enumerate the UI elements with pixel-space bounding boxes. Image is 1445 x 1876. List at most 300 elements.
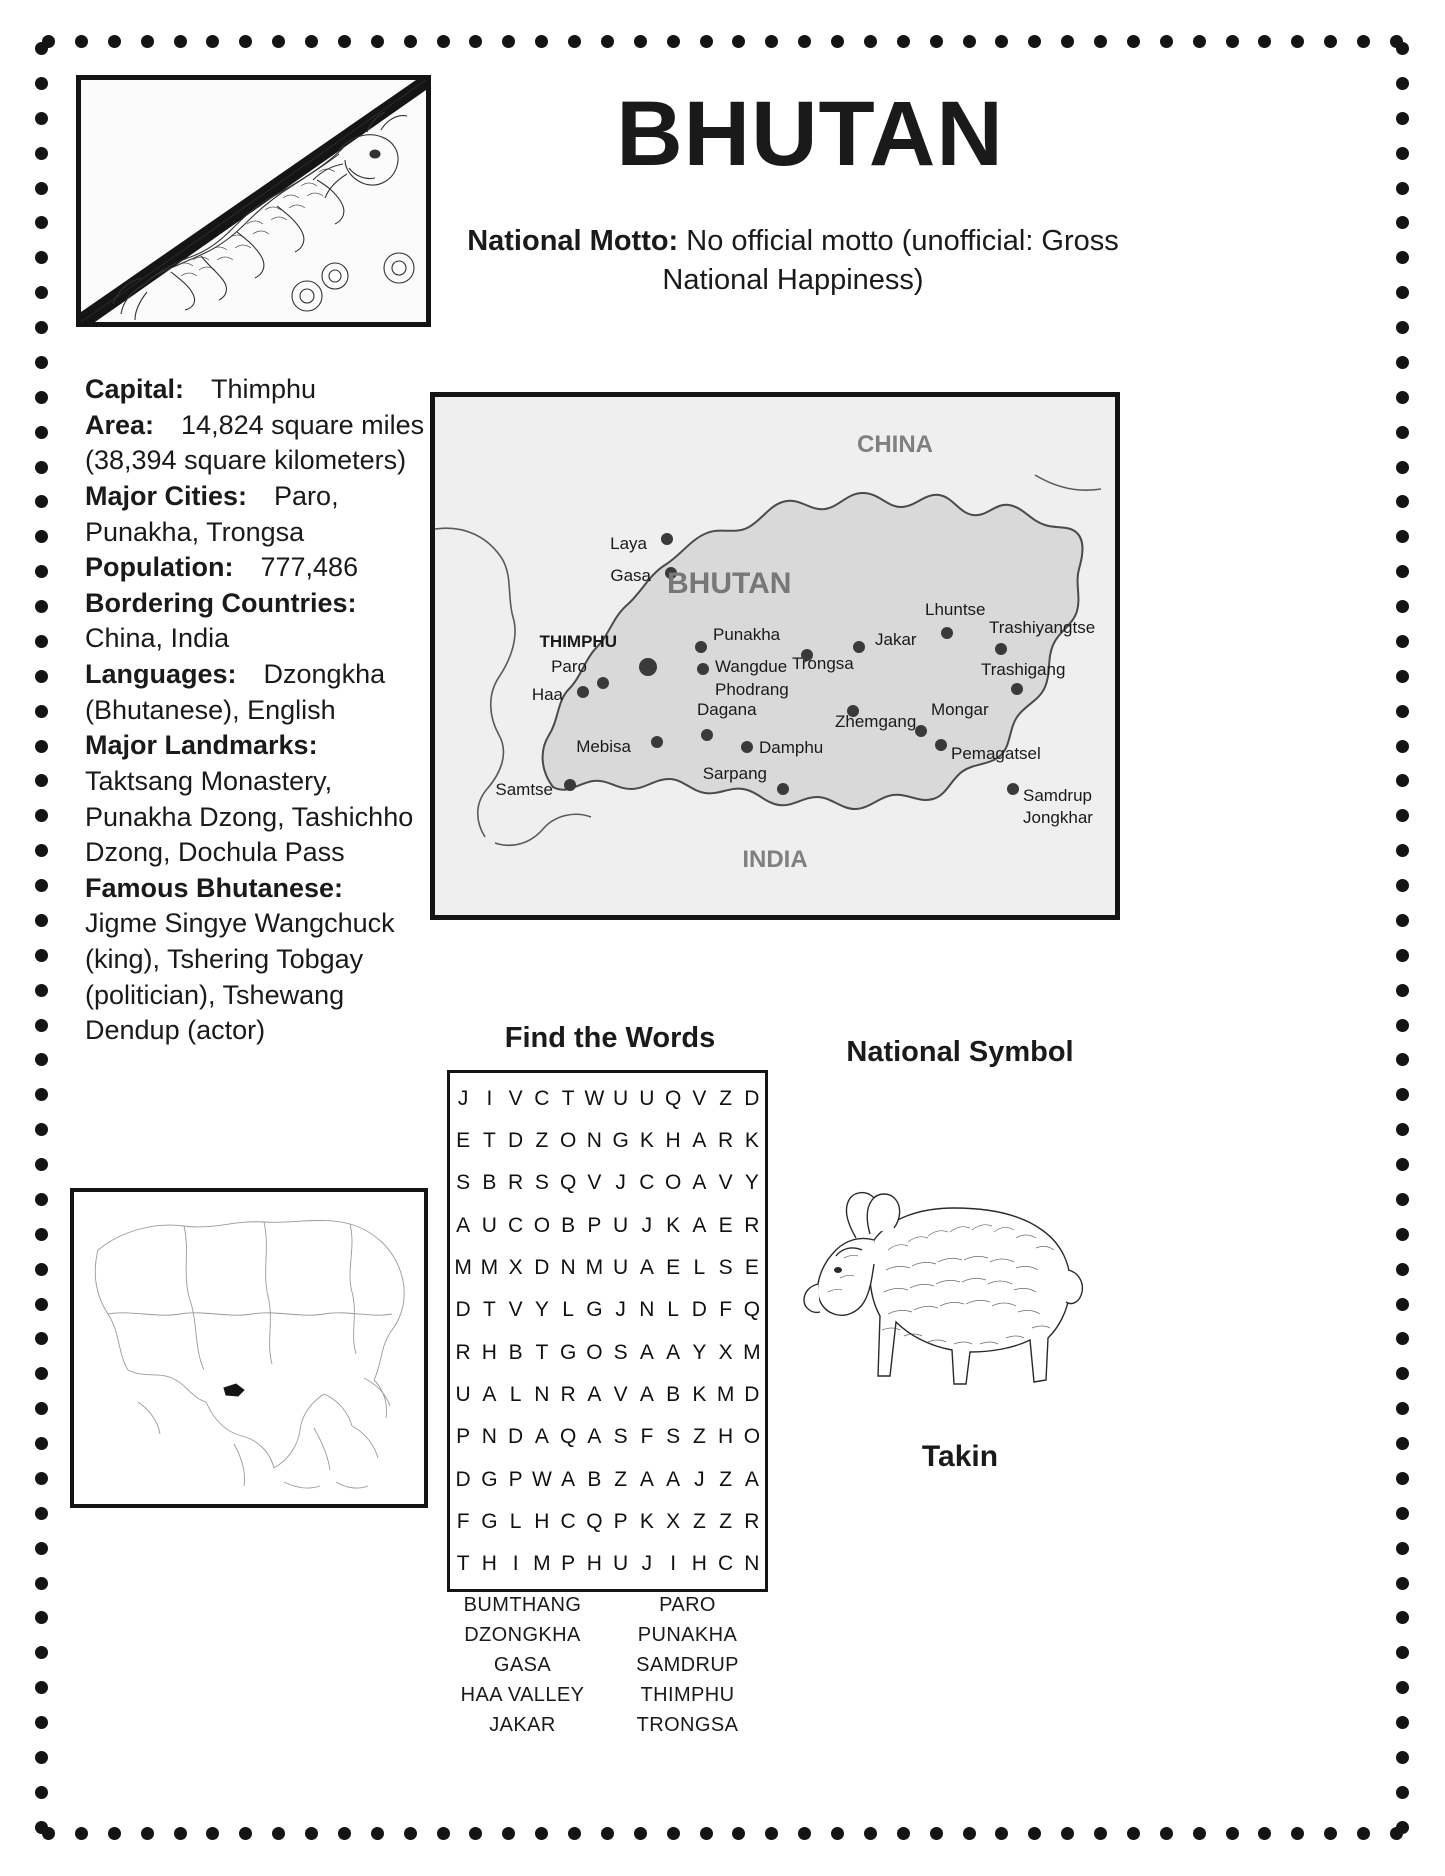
border-dot [831, 1827, 844, 1840]
border-dot [864, 1827, 877, 1840]
fact-row [85, 586, 430, 657]
border-dot [35, 949, 48, 962]
map-city-label: Trashigang [981, 660, 1066, 679]
border-dot [1094, 35, 1107, 48]
word-search-cell[interactable]: C [718, 1552, 734, 1576]
word-search-cell[interactable]: L [509, 1509, 522, 1533]
map-city-dot [741, 741, 753, 753]
word-search-cell[interactable]: G [481, 1467, 498, 1491]
word-search-cell[interactable]: S [613, 1425, 628, 1449]
border-dot [35, 321, 48, 334]
map-city-label: Trongsa [792, 654, 854, 673]
fact-value: Jigme Singye Wangchuck (king), Tshering Tobgay (politician), Tshewang Dendup (actor) [85, 872, 395, 1046]
border-dot [75, 35, 88, 48]
word-search-word: THIMPHU [640, 1684, 735, 1706]
word-search-cell[interactable]: M [743, 1340, 761, 1364]
border-dot [1396, 216, 1409, 229]
word-search-cell[interactable]: B [666, 1382, 681, 1406]
fact-value: Taktsang Monastery, Punakha Dzong, Tashichho Dzong, Dochula Pass [85, 730, 414, 868]
word-search-cell[interactable]: R [718, 1128, 734, 1152]
word-search-cell[interactable]: U [639, 1086, 655, 1110]
word-search-cell[interactable]: B [561, 1213, 576, 1237]
border-dot [35, 286, 48, 299]
word-search-cell[interactable]: T [482, 1298, 496, 1322]
word-search-cell[interactable]: A [692, 1171, 707, 1195]
word-search-cell[interactable]: H [718, 1425, 734, 1449]
border-dot [35, 879, 48, 892]
word-search-cell[interactable]: D [744, 1086, 760, 1110]
country-facts-list [85, 372, 430, 1049]
word-search-cell[interactable]: E [666, 1255, 681, 1279]
border-dot [700, 35, 713, 48]
word-search-cell[interactable]: D [455, 1298, 471, 1322]
word-search-cell[interactable]: J [694, 1467, 705, 1491]
border-dot [35, 1577, 48, 1590]
word-search-cell[interactable]: C [639, 1171, 655, 1195]
border-dot [35, 1228, 48, 1241]
word-search-cell[interactable]: Y [692, 1340, 707, 1364]
border-dot [1396, 740, 1409, 753]
word-search-cell[interactable]: H [534, 1509, 550, 1533]
word-search-cell[interactable]: M [454, 1255, 472, 1279]
border-dot [35, 1019, 48, 1032]
word-search-cell[interactable]: P [613, 1509, 628, 1533]
word-search-cell[interactable]: M [716, 1382, 735, 1406]
word-search-cell[interactable]: M [480, 1255, 499, 1279]
word-search-cell[interactable]: H [481, 1552, 497, 1576]
word-search-cell[interactable]: H [691, 1552, 707, 1576]
map-city-label: Phodrang [715, 680, 789, 699]
border-dot [108, 1827, 121, 1840]
border-dot [864, 35, 877, 48]
word-search-cell[interactable]: X [508, 1255, 523, 1279]
border-dot [1357, 35, 1370, 48]
word-search-cell[interactable]: V [692, 1086, 707, 1110]
word-search-cell[interactable]: E [744, 1255, 759, 1279]
word-search-cell[interactable]: A [666, 1467, 681, 1491]
border-dot [35, 635, 48, 648]
word-search-cell[interactable]: R [508, 1171, 524, 1195]
border-dot [437, 35, 450, 48]
border-dot [35, 774, 48, 787]
fact-label: Area: [85, 409, 155, 440]
border-dot [108, 35, 121, 48]
border-dot [35, 426, 48, 439]
border-dot [535, 1827, 548, 1840]
border-dot [1160, 1827, 1173, 1840]
word-search-cell[interactable]: Q [559, 1425, 577, 1449]
word-search-cell[interactable]: B [587, 1467, 602, 1491]
border-dot [206, 1827, 219, 1840]
word-search-cell[interactable]: Z [719, 1509, 733, 1533]
fact-value: Dzongkha (Bhutanese), English [85, 659, 386, 725]
fact-value: 777,486 [233, 552, 359, 583]
word-search-cell[interactable]: X [718, 1340, 733, 1364]
border-dot [1396, 1298, 1409, 1311]
word-search-cell[interactable]: O [743, 1425, 761, 1449]
word-search-cell[interactable]: H [586, 1552, 602, 1576]
border-dot [502, 35, 515, 48]
word-search-cell[interactable]: A [587, 1425, 602, 1449]
border-dot [930, 1827, 943, 1840]
fact-label: Major Landmarks: [85, 730, 318, 761]
national-symbol-title: National Symbol [846, 1036, 1074, 1068]
word-search-cell[interactable]: J [641, 1552, 653, 1576]
border-dot [502, 1827, 515, 1840]
border-dot [1193, 35, 1206, 48]
word-search-cell[interactable]: A [639, 1340, 654, 1364]
map-city-dot [935, 739, 947, 751]
border-dot [1357, 1827, 1370, 1840]
word-search-cell[interactable]: S [613, 1340, 628, 1364]
word-search-cell[interactable]: K [692, 1382, 707, 1406]
word-search-cell[interactable]: E [718, 1213, 733, 1237]
word-search-cell[interactable]: C [560, 1509, 576, 1533]
border-dot [35, 1681, 48, 1694]
fact-label: Population: [85, 552, 234, 583]
word-search-cell[interactable]: H [481, 1340, 497, 1364]
word-search-cell[interactable]: R [455, 1340, 471, 1364]
map-city-label: Mongar [931, 700, 989, 719]
border-dot [995, 1827, 1008, 1840]
word-search-cell[interactable]: P [561, 1552, 576, 1576]
word-search-cell[interactable]: C [534, 1086, 550, 1110]
border-dot [1396, 844, 1409, 857]
border-dot [1094, 1827, 1107, 1840]
border-dot [535, 35, 548, 48]
word-search-cell[interactable]: P [508, 1467, 523, 1491]
motto-label: National Motto: [467, 225, 679, 257]
word-search-cell[interactable]: V [718, 1171, 733, 1195]
border-dot [1396, 356, 1409, 369]
word-search-cell[interactable]: W [584, 1086, 605, 1110]
border-dot [1396, 1158, 1409, 1171]
national-symbol-name: Takin [921, 1440, 999, 1473]
border-dot [667, 35, 680, 48]
word-search-cell[interactable]: T [561, 1086, 575, 1110]
border-dot [35, 914, 48, 927]
border-dot [404, 1827, 417, 1840]
map-neighbor-label: CHINA [857, 431, 933, 458]
word-search-word: DZONGKHA [464, 1624, 581, 1646]
map-city-label: Haa [531, 685, 563, 704]
word-search-cell[interactable]: A [456, 1213, 471, 1237]
border-dot [35, 42, 48, 55]
word-search-cell[interactable]: I [670, 1552, 677, 1576]
word-search-cell[interactable]: F [719, 1298, 733, 1322]
word-search-cell[interactable]: D [534, 1255, 550, 1279]
word-search-cell[interactable]: A [692, 1128, 707, 1152]
word-search-cell[interactable]: A [744, 1467, 759, 1491]
word-search-cell[interactable]: L [667, 1298, 679, 1322]
word-search-cell[interactable]: N [586, 1128, 602, 1152]
word-search-cell[interactable]: I [512, 1552, 519, 1576]
word-search-cell[interactable]: Q [586, 1509, 603, 1533]
border-dot [798, 35, 811, 48]
word-search-word: SAMDRUP [636, 1654, 739, 1676]
border-dot [141, 35, 154, 48]
border-dot [35, 844, 48, 857]
map-city-label: Damphu [759, 738, 824, 757]
word-search-cell[interactable]: K [639, 1128, 654, 1152]
word-search-cell[interactable]: H [665, 1128, 681, 1152]
word-search-cell[interactable]: K [744, 1128, 759, 1152]
word-search-cell[interactable]: A [639, 1382, 654, 1406]
border-dot [35, 112, 48, 125]
border-dot [995, 35, 1008, 48]
word-search-cell[interactable]: C [508, 1213, 524, 1237]
border-dot [1291, 35, 1304, 48]
border-dot [35, 1437, 48, 1450]
word-search-cell[interactable]: D [744, 1382, 760, 1406]
border-dot [1226, 35, 1239, 48]
word-search-cell[interactable]: V [613, 1382, 628, 1406]
word-search-cell[interactable]: U [613, 1213, 629, 1237]
word-search-cell[interactable]: N [560, 1255, 576, 1279]
word-search-cell[interactable]: K [666, 1213, 681, 1237]
map-neighbor-label: INDIA [742, 846, 808, 873]
word-search-title: Find the Words [504, 1022, 716, 1054]
fact-row [85, 408, 430, 479]
word-search-cell[interactable]: D [508, 1425, 524, 1449]
word-search-cell[interactable]: T [535, 1340, 549, 1364]
word-search-cell[interactable]: L [693, 1255, 706, 1279]
fact-value: Thimphu [184, 374, 317, 404]
word-search-cell[interactable]: V [587, 1171, 602, 1195]
word-search-grid[interactable] [447, 1070, 768, 1592]
word-search-cell[interactable]: N [534, 1382, 550, 1406]
map-city-dot [777, 783, 789, 795]
word-search-cell[interactable]: S [718, 1255, 733, 1279]
fact-value: 14,824 square miles (38,394 square kilometers) [85, 409, 425, 476]
border-dot [568, 35, 581, 48]
word-search-cell[interactable]: O [586, 1340, 603, 1364]
border-dot [963, 1827, 976, 1840]
word-search-cell[interactable]: A [666, 1340, 681, 1364]
border-dot [1258, 35, 1271, 48]
word-search-cell[interactable]: N [639, 1298, 655, 1322]
border-dot [930, 35, 943, 48]
word-search-cell[interactable]: X [666, 1509, 681, 1533]
word-search-cell[interactable]: U [455, 1382, 471, 1406]
word-search-cell[interactable]: J [615, 1171, 626, 1195]
word-search-word: PUNAKHA [637, 1624, 738, 1646]
border-dot [667, 1827, 680, 1840]
border-dot [1396, 1263, 1409, 1276]
word-search-cell[interactable]: P [587, 1213, 602, 1237]
takin-illustration [778, 1120, 1138, 1430]
word-search-cell[interactable]: U [613, 1086, 629, 1110]
border-dot [1396, 1053, 1409, 1066]
word-search-cell[interactable]: F [640, 1425, 654, 1449]
word-search-word: TRONGSA [636, 1714, 739, 1736]
border-dot [239, 1827, 252, 1840]
word-search-cell[interactable]: V [508, 1298, 523, 1322]
word-search-cell[interactable]: A [587, 1382, 602, 1406]
word-search-cell[interactable]: J [457, 1086, 469, 1110]
border-dot [831, 35, 844, 48]
border-dot [1396, 1019, 1409, 1032]
word-search-cell[interactable]: M [533, 1552, 551, 1576]
word-search-cell[interactable]: O [664, 1171, 682, 1195]
word-search-cell[interactable]: Z [719, 1086, 733, 1110]
border-dot [1061, 1827, 1074, 1840]
word-search-cell[interactable]: Z [719, 1467, 733, 1491]
word-search-word: HAA VALLEY [460, 1684, 585, 1706]
word-search-cell[interactable]: Q [664, 1086, 682, 1110]
border-dot [1396, 1088, 1409, 1101]
word-search-cell[interactable]: Q [559, 1171, 577, 1195]
word-search-cell[interactable]: G [481, 1509, 498, 1533]
border-dot [206, 35, 219, 48]
border-dot [1028, 35, 1041, 48]
word-search-cell[interactable]: N [481, 1425, 497, 1449]
border-dot [35, 1193, 48, 1206]
border-dot [1396, 1681, 1409, 1694]
map-city-label: Gasa [610, 566, 651, 585]
border-dot [1061, 35, 1074, 48]
word-search-cell[interactable]: Y [534, 1298, 549, 1322]
word-search-cell[interactable]: Z [535, 1128, 549, 1152]
border-dot [1291, 1827, 1304, 1840]
border-dot [338, 1827, 351, 1840]
word-search-cell[interactable]: P [456, 1425, 471, 1449]
border-dot [338, 35, 351, 48]
word-search-cell[interactable]: R [744, 1509, 760, 1533]
fact-row [85, 550, 430, 586]
border-dot [35, 1472, 48, 1485]
word-search-cell[interactable]: R [560, 1382, 576, 1406]
border-dot [35, 216, 48, 229]
word-search-cell[interactable]: M [585, 1255, 604, 1279]
border-dot [35, 1367, 48, 1380]
word-search-cell[interactable]: A [561, 1467, 576, 1491]
word-search-cell[interactable]: A [534, 1425, 549, 1449]
border-dot [35, 809, 48, 822]
word-search-cell[interactable]: A [639, 1467, 654, 1491]
border-dot [1396, 461, 1409, 474]
word-search-cell[interactable]: G [612, 1128, 629, 1152]
word-search-cell[interactable]: U [613, 1255, 629, 1279]
word-search-cell[interactable]: L [509, 1382, 522, 1406]
word-search-cell[interactable]: D [455, 1467, 471, 1491]
word-search-cell[interactable]: T [482, 1128, 496, 1152]
border-dot [1324, 35, 1337, 48]
border-dot [1396, 182, 1409, 195]
word-search-cell[interactable]: S [666, 1425, 681, 1449]
border-dot [897, 1827, 910, 1840]
word-search-cell[interactable]: A [482, 1382, 497, 1406]
word-search-cell[interactable]: Y [744, 1171, 759, 1195]
word-search-word: PARO [659, 1594, 716, 1616]
border-dot [1396, 1786, 1409, 1799]
border-dot [35, 1053, 48, 1066]
word-search-cell[interactable]: S [456, 1171, 471, 1195]
border-dot [1396, 1123, 1409, 1136]
word-search-cell[interactable]: D [691, 1298, 707, 1322]
word-search-cell[interactable]: F [456, 1509, 470, 1533]
border-dot [1396, 1437, 1409, 1450]
word-search-cell[interactable]: T [456, 1552, 470, 1576]
map-city-dot [651, 736, 663, 748]
word-search-cell[interactable]: I [486, 1086, 493, 1110]
word-search-cell[interactable]: R [744, 1213, 760, 1237]
border-dot [1396, 984, 1409, 997]
word-search-cell[interactable]: U [613, 1552, 629, 1576]
word-search-cell[interactable]: D [508, 1128, 524, 1152]
border-dot [1396, 495, 1409, 508]
border-dot [1396, 1611, 1409, 1624]
motto-value: No official motto (unofficial: Gross National Happiness) [662, 225, 1119, 297]
word-search-cell[interactable]: S [534, 1171, 549, 1195]
map-city-label: Mebisa [576, 737, 631, 756]
word-search-cell[interactable]: Z [692, 1425, 706, 1449]
page-title: BHUTAN [616, 83, 1004, 185]
border-dot [35, 1507, 48, 1520]
border-dot [1396, 705, 1409, 718]
map-city-dot [564, 779, 576, 791]
word-search-cell[interactable]: U [481, 1213, 497, 1237]
word-search-cell[interactable]: A [639, 1255, 654, 1279]
border-dot [35, 1542, 48, 1555]
map-city-dot [597, 677, 609, 689]
word-search-cell[interactable]: E [456, 1128, 471, 1152]
word-search-cell[interactable]: G [559, 1340, 577, 1364]
word-search-cell[interactable]: N [744, 1552, 760, 1576]
border-dot [1396, 251, 1409, 264]
word-search-cell[interactable]: G [586, 1298, 603, 1322]
map-city-label: Lhuntse [925, 600, 986, 619]
border-dot [35, 356, 48, 369]
word-search-cell[interactable]: W [531, 1467, 552, 1491]
word-search-cell[interactable]: Q [743, 1298, 761, 1322]
word-search-cell[interactable]: L [562, 1298, 574, 1322]
word-search-cell[interactable]: B [482, 1171, 497, 1195]
word-search-cell[interactable]: K [639, 1509, 654, 1533]
border-dot [35, 1751, 48, 1764]
border-dot [35, 1158, 48, 1171]
word-search-cell[interactable]: B [508, 1340, 523, 1364]
border-dot [35, 495, 48, 508]
word-search-cell[interactable]: Z [692, 1509, 706, 1533]
fact-label: Capital: [85, 374, 185, 404]
border-dot [1396, 949, 1409, 962]
border-dot [1396, 77, 1409, 90]
word-search-cell[interactable]: J [641, 1213, 653, 1237]
border-dot [272, 1827, 285, 1840]
border-dot [1396, 1507, 1409, 1520]
border-dot [568, 1827, 581, 1840]
fact-row [85, 657, 430, 728]
fact-value: Paro, Punakha, Trongsa [85, 480, 339, 547]
word-search-cell[interactable]: A [692, 1213, 707, 1237]
word-search-cell[interactable]: Z [614, 1467, 628, 1491]
border-dot [1396, 147, 1409, 160]
word-search-cell[interactable]: V [508, 1086, 523, 1110]
word-search-cell[interactable]: O [533, 1213, 551, 1237]
border-dot [1160, 35, 1173, 48]
word-search-cell[interactable]: O [559, 1128, 577, 1152]
border-dot [272, 35, 285, 48]
word-search-cell[interactable]: J [615, 1298, 626, 1322]
border-dot [897, 35, 910, 48]
fact-value: China, India [85, 587, 384, 654]
map-city-label: Jakar [875, 630, 917, 649]
border-dot [1258, 1827, 1271, 1840]
map-city-dot [995, 643, 1007, 655]
border-dot [35, 461, 48, 474]
border-dot [1396, 774, 1409, 787]
